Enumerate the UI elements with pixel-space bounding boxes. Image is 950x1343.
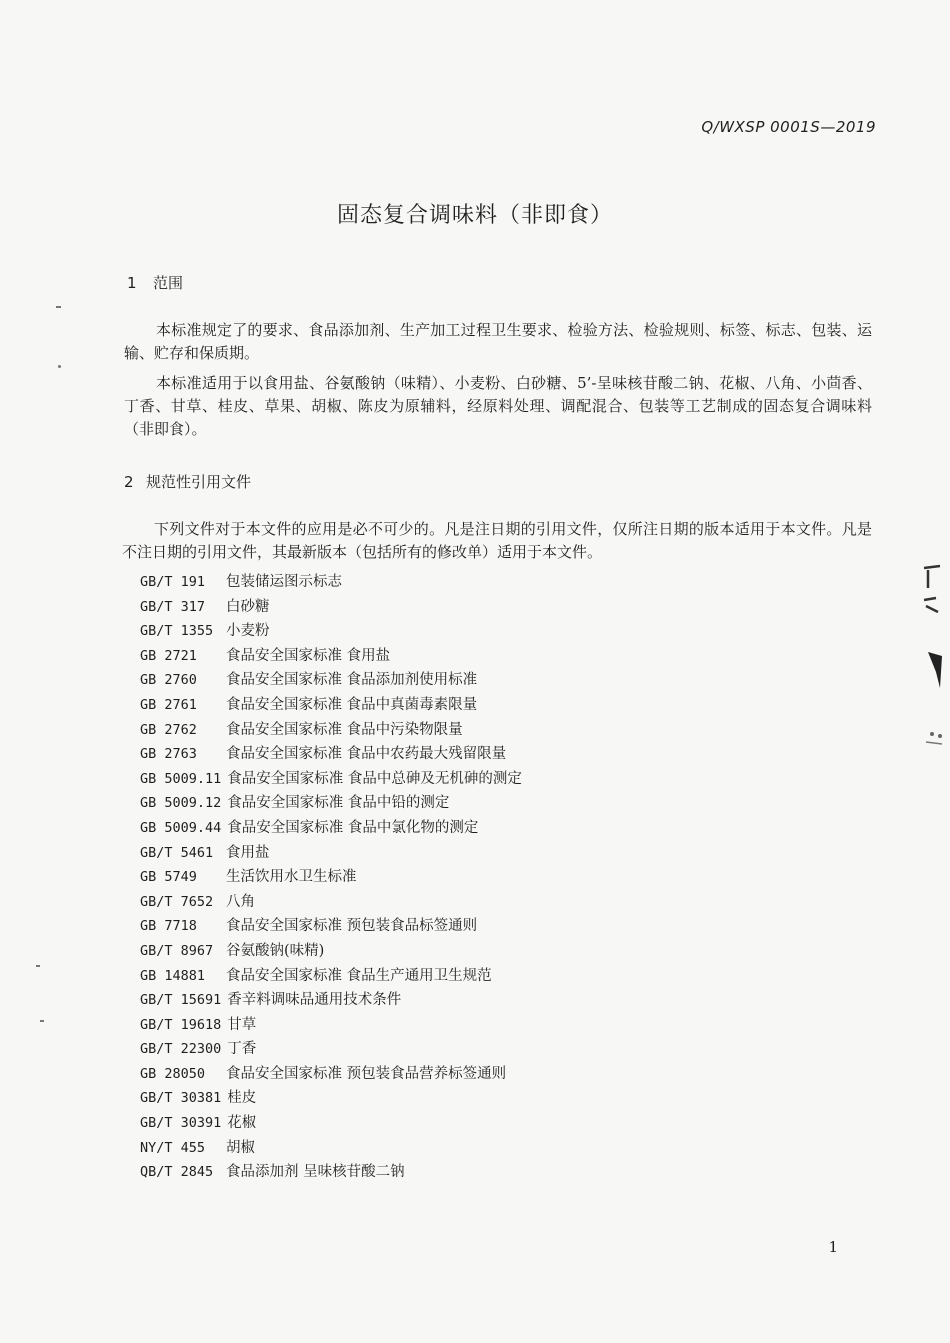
reference-code: GB/T 22300 [140,1041,222,1058]
reference-item [140,1160,522,1185]
reference-item [140,693,522,718]
reference-item [140,718,522,743]
reference-item [140,988,522,1013]
reference-item [140,964,522,989]
reference-title: 食用盐 [226,844,270,861]
reference-item [140,890,522,915]
reference-code: GB 14881 [140,967,206,984]
reference-item [140,668,522,693]
reference-title: 胡椒 [226,1139,255,1156]
reference-title: 花椒 [227,1115,257,1132]
reference-code: QB/T 2845 [140,1164,214,1181]
scan-speck [58,365,61,368]
reference-title: 食品安全国家标准 食品中总砷及无机砷的测定 [227,770,522,787]
reference-title: 桂皮 [227,1090,257,1107]
page-number: 1 [828,1238,838,1256]
section-heading-scope [127,272,183,293]
reference-code: GB/T 30391 [140,1115,222,1132]
section-title: 规范性引用文件 [146,473,252,491]
reference-item [140,1111,522,1136]
reference-item [140,1062,522,1087]
reference-title: 食品安全国家标准 预包装食品营养标签通则 [226,1065,507,1082]
reference-item [140,865,522,890]
reference-title: 食品安全国家标准 食品中农药最大残留限量 [226,746,507,763]
reference-code: GB 2762 [140,721,197,738]
reference-item [140,619,522,644]
section-title: 范围 [153,274,184,292]
reference-title: 小麦粉 [226,623,270,640]
reference-title: 食品安全国家标准 食品生产通用卫生规范 [226,967,492,984]
reference-code: GB/T 1355 [140,623,214,640]
reference-list [140,570,522,1185]
reference-code: GB/T 5461 [140,844,214,861]
reference-title: 谷氨酸钠(味精) [226,942,325,959]
reference-item [140,1136,522,1161]
reference-item [140,1013,522,1038]
scan-speck [36,965,40,967]
reference-title: 甘草 [227,1016,257,1033]
reference-title: 丁香 [227,1041,257,1058]
reference-item [140,767,522,792]
reference-title: 白砂糖 [226,598,270,615]
reference-code: GB 28050 [140,1065,206,1082]
reference-item [140,841,522,866]
reference-item [140,939,522,964]
reference-item [140,914,522,939]
reference-code: GB/T 317 [140,598,206,615]
reference-code: GB/T 7652 [140,893,214,910]
reference-code: GB/T 15691 [140,992,222,1009]
reference-title: 食品安全国家标准 食品添加剂使用标准 [226,672,478,689]
reference-code: GB/T 191 [140,574,206,590]
reference-title: 食品安全国家标准 预包装食品标签通则 [226,918,478,935]
reference-code: GB 5009.44 [140,819,222,836]
reference-title: 食品安全国家标准 食用盐 [226,647,391,664]
reference-code: GB 5009.12 [140,795,222,812]
section-number: 1 [127,274,137,292]
scan-speck [40,1020,44,1022]
reference-item [140,570,522,595]
reference-code: GB/T 30381 [140,1090,222,1107]
reference-item [140,791,522,816]
reference-item [140,595,522,620]
reference-title: 食品安全国家标准 食品中氯化物的测定 [227,819,479,836]
reference-code: GB 5009.11 [140,770,222,787]
reference-title: 包装储运图示标志 [226,574,342,590]
reference-title: 食品安全国家标准 食品中污染物限量 [226,721,463,738]
reference-title: 八角 [226,893,255,910]
standard-code: Q/WXSP 0001S—2019 [701,118,876,136]
document-title: 固态复合调味料（非即食） [336,203,613,228]
reference-item [140,644,522,669]
reference-code: GB 7718 [140,918,197,935]
reference-code: GB 2763 [140,746,197,763]
reference-item [140,816,522,841]
section-number: 2 [124,473,134,491]
reference-title: 食品安全国家标准 食品中铅的测定 [227,795,450,812]
reference-item [140,742,522,767]
reference-code: GB/T 8967 [140,942,214,959]
reference-code: GB 2721 [140,647,197,664]
reference-code: NY/T 455 [140,1139,206,1156]
section-heading-references [124,471,251,492]
paragraph: 下列文件对于本文件的应用是必不可少的。凡是注日期的引用文件，仅所注日期的版本适用于本文件。凡是不注日期的引用文件，其最新版本（包括所有的修改单）适用于本文件。 [122,520,872,561]
binding-edge-mark [918,560,948,770]
reference-code: GB/T 19618 [140,1016,222,1033]
reference-item [140,1037,522,1062]
reference-code: GB 5749 [140,869,197,886]
reference-code: GB 2760 [140,672,197,689]
reference-code: GB 2761 [140,696,197,713]
reference-title: 香辛料调味品通用技术条件 [227,992,402,1009]
scan-speck [56,306,61,308]
paragraph: 本标准规定了的要求、食品添加剂、生产加工过程卫生要求、检验方法、检验规则、标签、标志、包装、运输、贮存和保质期。 [124,321,872,362]
reference-title: 食品添加剂 呈味核苷酸二钠 [226,1164,405,1181]
reference-title: 食品安全国家标准 食品中真菌毒素限量 [226,696,478,713]
paragraph: 本标准适用于以食用盐、谷氨酸钠（味精）、小麦粉、白砂糖、5’-呈味核苷酸二钠、花椒、八角、小茴香、丁香、甘草、桂皮、草果、胡椒、陈皮为原辅料，经原料处理、调配混合、包装等工艺制成的固态复合调味料（非即食）。 [124,374,872,438]
reference-item [140,1086,522,1111]
reference-title: 生活饮用水卫生标准 [226,869,357,886]
